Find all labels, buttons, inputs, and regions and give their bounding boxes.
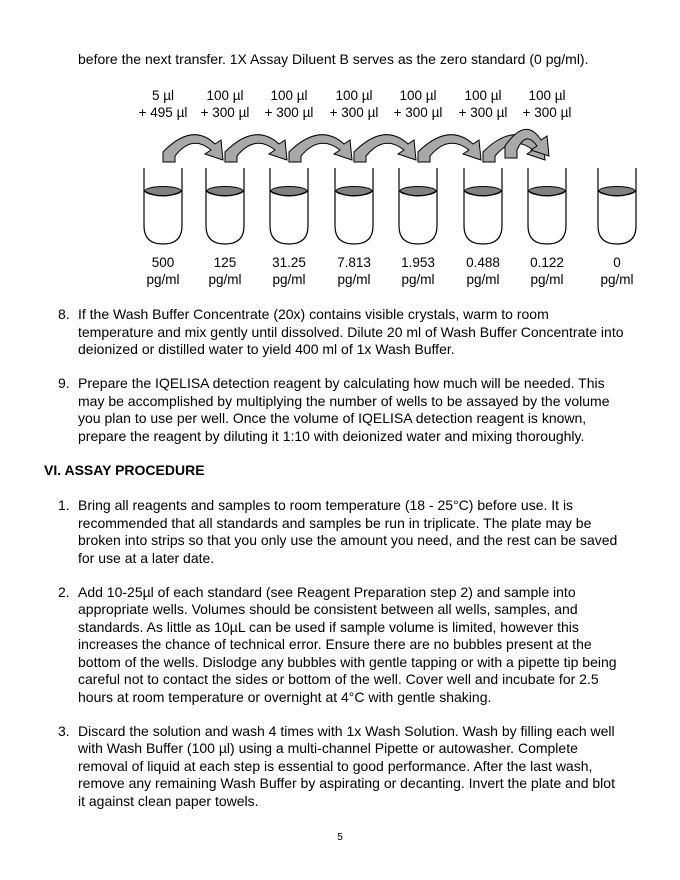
- list-item-text-line: broken into strips so that you only use the amount you need, and the rest can be saved: [78, 532, 618, 548]
- concentration-unit: pg/ml: [466, 272, 500, 287]
- list-item-text-line: Discard the solution and wash 4 times with 1x Wash Solution. Wash by filling each well: [78, 722, 615, 739]
- list-item-text-line: may be accomplished by multiplying the number of wells to be assayed by the volume: [78, 392, 610, 409]
- concentration-value: 7.813: [337, 255, 371, 270]
- diluent-volume-label: + 495 µl: [138, 105, 188, 120]
- concentration-value: 31.25: [272, 255, 306, 270]
- list-item-text-line: standards. As little as 10µL can be used if sample volume is limited, however this: [78, 618, 579, 635]
- intro-text: before the next transfer. 1X Assay Diluent B serves as the zero standard (0 pg/ml).: [78, 51, 589, 67]
- concentration-unit: pg/ml: [337, 272, 371, 287]
- diluent-volume-label: + 300 µl: [329, 105, 379, 120]
- tube-icon: [206, 168, 244, 244]
- concentration-unit: pg/ml: [401, 272, 435, 287]
- list-item-text-line: bottom of the wells. Dislodge any bubbles with gentle tapping or with a pipette tip being: [78, 653, 617, 670]
- list-item-number: 2.: [58, 583, 70, 600]
- dilution-volume-label: 100 µl: [399, 88, 437, 103]
- concentration-value: 125: [213, 255, 237, 270]
- list-item-number: 8.: [58, 306, 70, 322]
- transfer-arrow-icon: [354, 135, 416, 162]
- dilution-volume-label: 100 µl: [206, 88, 244, 103]
- concentration-unit: pg/ml: [272, 272, 306, 287]
- list-item-text-line: removal of liquid at each step is essential to good performance. After the last wash,: [78, 757, 593, 774]
- tube-icon: [335, 168, 373, 244]
- list-item-text-line: hours at room temperature or overnight at 4°C with gentle shaking.: [78, 688, 492, 705]
- transfer-arrow-icon: [225, 135, 287, 162]
- concentration-value: 500: [151, 255, 175, 270]
- diluent-volume-label: + 300 µl: [264, 105, 314, 120]
- dilution-volume-label: 100 µl: [335, 88, 373, 103]
- list-item-text-line: Bring all reagents and samples to room temperature (18 - 25°C) before use. It is: [78, 497, 574, 513]
- dilution-volume-label: 100 µl: [528, 88, 566, 103]
- list-item-text-line: recommended that all standards and samples be run in triplicate. The plate may be: [78, 514, 592, 531]
- list-item-text-line: deionized or distilled water to yield 400 ml of 1x Wash Buffer.: [78, 341, 455, 357]
- dilution-volume-label: 5 µl: [151, 88, 175, 103]
- concentration-value: 0.122: [530, 255, 564, 270]
- list-item-number: 9.: [58, 375, 70, 391]
- list-item-text-line: for use at a later date.: [78, 549, 215, 566]
- dilution-volume-label: 100 µl: [464, 88, 502, 103]
- tube-icon: [270, 168, 308, 244]
- list-item-text-line: appropriate wells. Volumes should be consistent between all wells, samples, and: [78, 601, 578, 617]
- list-item-text-line: with Wash Buffer (100 µl) using a multi-channel Pipette or autowasher. Complete: [78, 740, 578, 756]
- tube-icon: [464, 168, 502, 244]
- section-heading: VI. ASSAY PROCEDURE: [44, 462, 205, 478]
- concentration-value: 0.488: [466, 255, 500, 270]
- tube-icon: [598, 168, 636, 244]
- tube-icon: [144, 168, 182, 244]
- list-item-number: 3.: [58, 722, 70, 739]
- list-item-text-line: temperature and mix gently until dissolved. Dilute 20 ml of Wash Buffer Concentrate into: [78, 323, 624, 340]
- list-item-text-line: remove any remaining Wash Buffer by aspirating or decanting. Invert the plate and blot: [78, 775, 615, 791]
- transfer-arrow-icon: [289, 135, 352, 162]
- concentration-unit: pg/ml: [530, 272, 564, 287]
- list-item-text-line: If the Wash Buffer Concentrate (20x) contains visible crystals, warm to room: [78, 306, 549, 322]
- diluent-volume-label: + 300 µl: [458, 105, 508, 120]
- page-number: 5: [337, 832, 343, 843]
- transfer-arrow-icon: [418, 135, 481, 162]
- dilution-volume-label: 100 µl: [270, 88, 308, 103]
- list-item-text-line: you plan to use per well. Once the volume of IQELISA detection reagent is known,: [78, 410, 587, 426]
- list-item-text-line: Prepare the IQELISA detection reagent by calculating how much will be needed. This: [78, 375, 605, 391]
- list-item-text-line: careful not to contact the sides or bottom of the well. Cover well and incubate for 2.5: [78, 671, 599, 687]
- tube-icon: [399, 168, 437, 244]
- concentration-unit: pg/ml: [146, 272, 180, 287]
- concentration-unit: pg/ml: [208, 272, 242, 287]
- diluent-volume-label: + 300 µl: [522, 105, 572, 120]
- concentration-unit: pg/ml: [600, 272, 634, 287]
- list-item-number: 1.: [58, 497, 70, 513]
- list-item-text-line: prepare the reagent by diluting it 1:10 with deionized water and mixing thoroughly.: [78, 427, 585, 444]
- list-item-text-line: it against clean paper towels.: [78, 792, 259, 809]
- tube-icon: [528, 168, 566, 244]
- diluent-volume-label: + 300 µl: [200, 105, 250, 120]
- list-item-text-line: increases the chance of technical error. Ensure there are no bubbles present at the: [78, 636, 592, 652]
- concentration-value: 1.953: [401, 255, 435, 270]
- list-item-text-line: Add 10-25µl of each standard (see Reagent Preparation step 2) and sample into: [78, 583, 576, 600]
- concentration-value: 0: [613, 255, 621, 270]
- diluent-volume-label: + 300 µl: [393, 105, 443, 120]
- transfer-arrow-icon: [163, 135, 223, 162]
